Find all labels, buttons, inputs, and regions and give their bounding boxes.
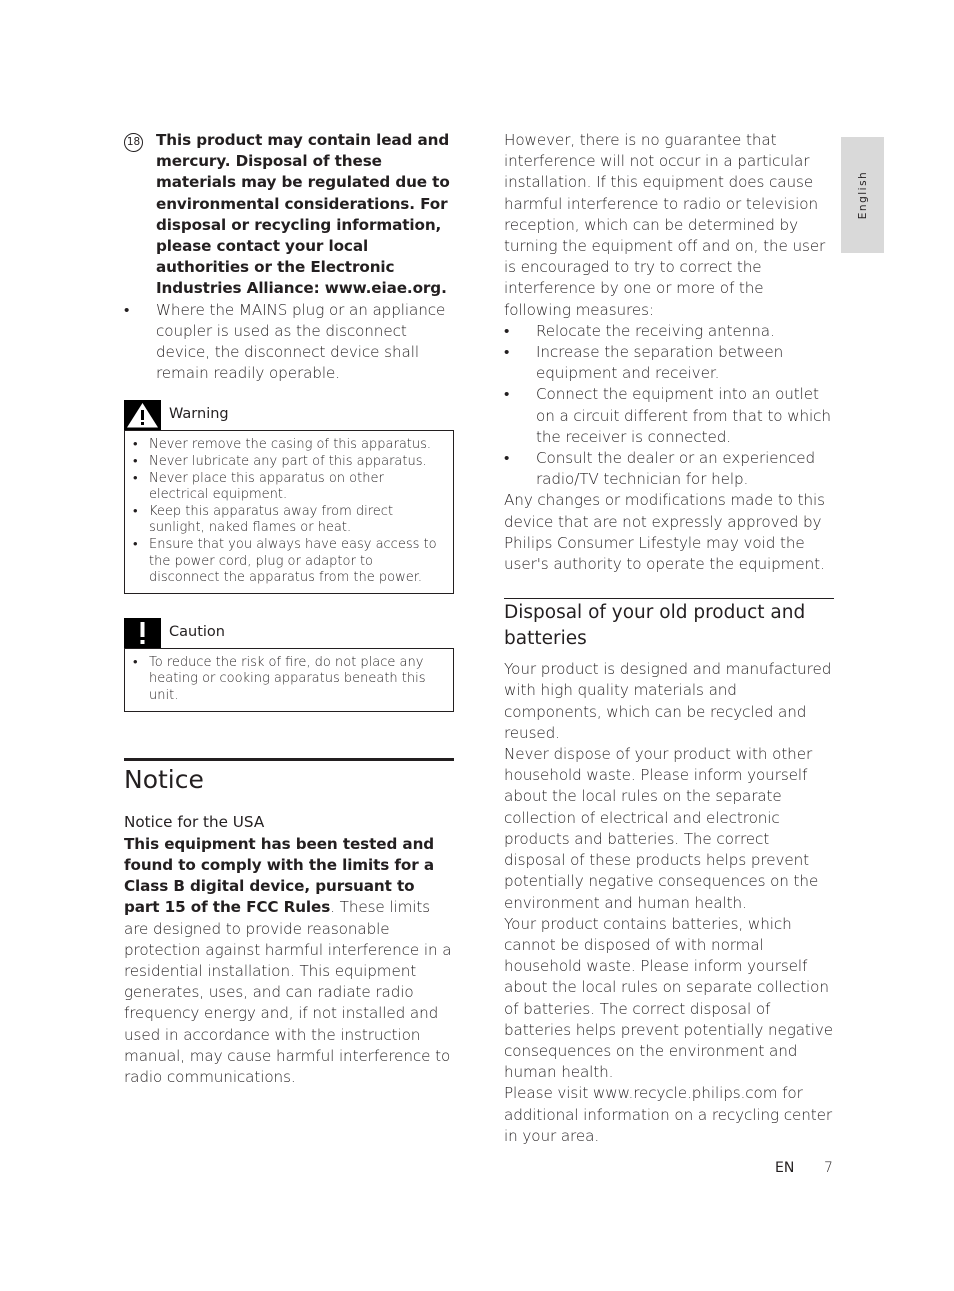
- notice-paragraph: [124, 834, 454, 1088]
- warning-list: [124, 430, 454, 593]
- warning-item: • Never lubricate any part of this apparatus.: [133, 454, 427, 470]
- disposal-p1: Your product is designed and manufactured with high quality materials and components, which can be recycled and reused.: [504, 660, 832, 742]
- warning-item: • Keep this apparatus away from direct sunlight, naked flames or heat.: [133, 503, 394, 536]
- bullet-mains: [124, 300, 454, 385]
- right-column: [504, 130, 834, 1147]
- caution-title: Caution: [169, 623, 225, 640]
- measure-item: • Relocate the receiving antenna.: [504, 321, 775, 340]
- measure-item: • Consult the dealer or an experienced radio/TV technician for help.: [504, 449, 816, 489]
- footer-page-number: 7: [824, 1160, 833, 1176]
- notice-rule: [124, 758, 454, 761]
- circled-number: 18: [124, 133, 143, 152]
- disposal-p2: Never dispose of your product with other household waste. Please inform yourself about the local rules on the separate collection of electrical and electronic products and batteries. The correct disposal of these products helps prevent potentially negative consequences on the environment and human health.: [504, 745, 819, 912]
- language-tab-label: English: [856, 170, 869, 220]
- warning-item: • Never place this apparatus on other electrical equipment.: [133, 470, 384, 503]
- bullet-mains-text: Where the MAINS plug or an appliance coupler is used as the disconnect device, the disconnect device shall remain readily operable.: [156, 300, 446, 383]
- warning-box: [124, 400, 454, 593]
- disposal-rule: [504, 598, 834, 599]
- measure-item: • Connect the equipment into an outlet on a circuit different from that to which the receiver is connected.: [504, 385, 831, 446]
- disposal-p3: Your product contains batteries, which cannot be disposed of with normal household waste. Please inform yourself about the local rules on separate collection of batteries. The correct disposal of batteries helps prevent potentially negative consequences on the environment and human health.: [504, 914, 834, 1082]
- warning-item: • Never remove the casing of this apparatus.: [133, 437, 432, 453]
- interference-intro: However, there is no guarantee that interference will not occur in a particular installation. If this equipment does cause harmful interference to radio or television reception, which can be determined by turning the equipment off and on, the user is encouraged to try to correct the interference by one or more of the following measures:: [504, 131, 826, 319]
- caution-box: [124, 618, 454, 712]
- footer-lang: EN: [775, 1160, 795, 1176]
- item-18-text: This product may contain lead and mercury. Disposal of these materials may be regulated due to environmental considerations. For disposal or recycling information, please contact your local authorities or the Electronic Industries Alliance: www.eiae.org.: [156, 131, 450, 298]
- notice-subheading: Notice for the USA: [124, 812, 265, 831]
- caution-icon: [124, 618, 161, 648]
- language-side-tab: [841, 137, 884, 253]
- warning-icon: [124, 400, 161, 430]
- warning-item: • Ensure that you always have easy access to the power cord, plug or adaptor to disconnect the apparatus from the power.: [133, 537, 437, 586]
- notice-body-text: . These limits are designed to provide reasonable protection against harmful interference in a residential installation. This equipment generates, uses, and can radiate radio frequency energy and, if not installed and used in accordance with the instruction manual, may cause harmful interference to radio communications.: [124, 898, 452, 1086]
- caution-item: • To reduce the risk of fire, do not place any heating or cooking apparatus beneath this unit.: [133, 654, 426, 703]
- disposal-p4: Please visit www.recycle.philips.com for additional information on a recycling center in your area.: [504, 1084, 833, 1145]
- caution-list: [124, 648, 454, 712]
- measure-item: • Increase the separation between equipment and receiver.: [504, 343, 784, 383]
- notice-bold-text: This equipment has been tested and found to comply with the limits for a Class B digital device, pursuant to part 15 of the FCC Rules: [124, 834, 435, 917]
- left-column: [124, 130, 454, 1088]
- numbered-item-18: [124, 130, 454, 300]
- notice-heading: Notice: [124, 764, 204, 794]
- warning-title: Warning: [169, 406, 229, 423]
- bullet-dot: •: [124, 300, 130, 319]
- disposal-heading: Disposal of your old product and batteries: [504, 602, 806, 650]
- changes-paragraph: Any changes or modifications made to this device that are not expressly approved by Philips Consumer Lifestyle may void the user's authority to operate the equipment.: [504, 491, 825, 574]
